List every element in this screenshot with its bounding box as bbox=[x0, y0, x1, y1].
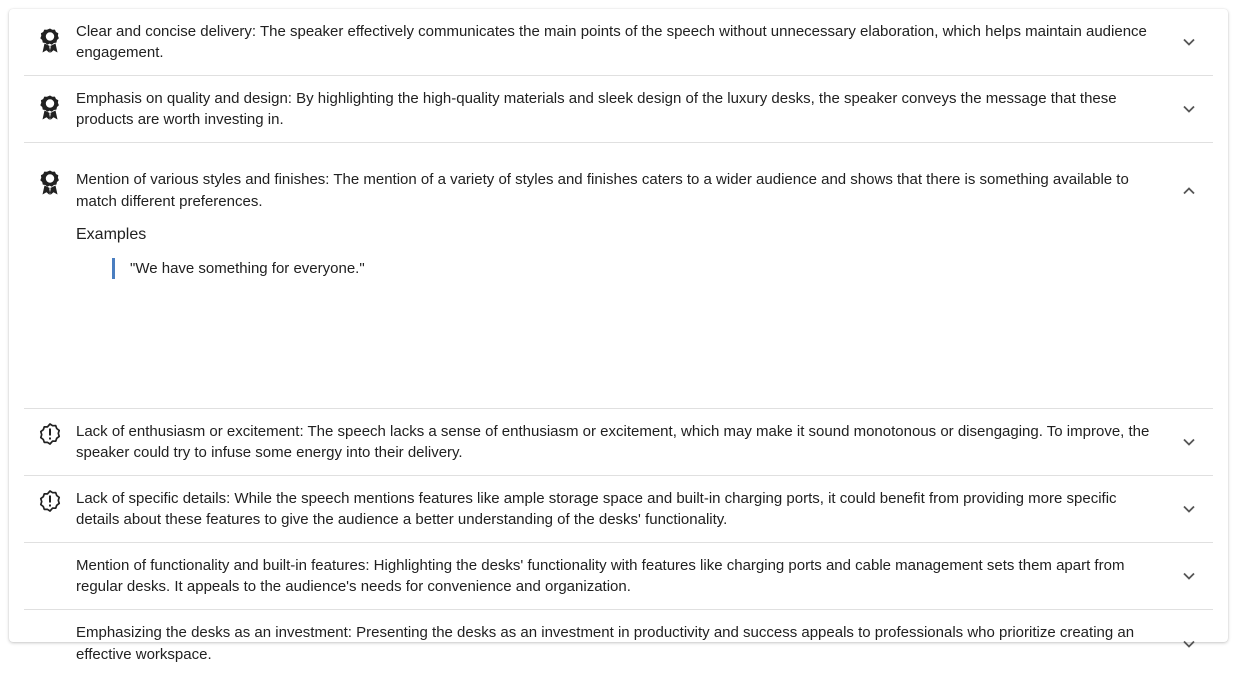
chevron-down-icon[interactable] bbox=[1165, 499, 1213, 519]
award-icon bbox=[24, 169, 76, 197]
feedback-item-strength[interactable] bbox=[24, 76, 1213, 143]
chevron-up-icon[interactable] bbox=[1165, 181, 1213, 201]
feedback-card bbox=[9, 9, 1228, 663]
feedback-item-improvement[interactable] bbox=[24, 409, 1213, 476]
feedback-text: Lack of enthusiasm or excitement: The speech lacks a sense of enthusiasm or excitement, which may make it sound monotonous or disengaging. To improve, the speaker could try to infuse some energy into their delivery. bbox=[76, 422, 1150, 461]
alert-badge-icon bbox=[24, 476, 76, 513]
feedback-item-header[interactable] bbox=[24, 143, 1213, 212]
example-quote: "We have something for everyone." bbox=[112, 258, 1213, 279]
chevron-down-icon[interactable] bbox=[1165, 99, 1213, 119]
alert-badge-icon bbox=[24, 409, 76, 446]
chevron-down-icon[interactable] bbox=[1165, 432, 1213, 452]
examples-section bbox=[24, 212, 1213, 279]
feedback-text: Mention of functionality and built-in features: Highlighting the desks' functionality with features like charging ports and cable management sets them apart from regular desks. It appeals to the audience's needs for convenience and organization. bbox=[76, 556, 1125, 595]
chevron-down-icon[interactable] bbox=[1165, 32, 1213, 52]
feedback-text: Clear and concise delivery: The speaker effectively communicates the main points of the speech without unnecessary elaboration, which helps maintain audience engagement. bbox=[76, 22, 1147, 61]
feedback-item-improvement[interactable] bbox=[24, 476, 1213, 543]
feedback-text: Mention of various styles and finishes: The mention of a variety of styles and finishes caters to a wider audience and shows that there is something available to match different preferences. bbox=[76, 171, 1129, 210]
feedback-item[interactable] bbox=[24, 610, 1213, 677]
feedback-text: Emphasis on quality and design: By highlighting the high-quality materials and sleek design of the luxury desks, the speaker conveys the message that these products are worth investing in. bbox=[76, 89, 1117, 128]
feedback-item-strength[interactable] bbox=[24, 9, 1213, 76]
chevron-down-icon[interactable] bbox=[1165, 566, 1213, 586]
award-icon bbox=[24, 76, 76, 122]
award-icon bbox=[24, 9, 76, 55]
feedback-item-expanded bbox=[24, 143, 1213, 409]
examples-heading: Examples bbox=[76, 226, 147, 243]
feedback-text: Lack of specific details: While the speech mentions features like ample storage space and built-in charging ports, it could benefit from providing more specific details about these features to give the audience a better understanding of the desks' functionality. bbox=[76, 489, 1117, 528]
feedback-item[interactable] bbox=[24, 543, 1213, 610]
feedback-text: Emphasizing the desks as an investment: Presenting the desks as an investment in productivity and success appeals to professionals who prioritize creating an effective workspace. bbox=[76, 624, 1135, 663]
